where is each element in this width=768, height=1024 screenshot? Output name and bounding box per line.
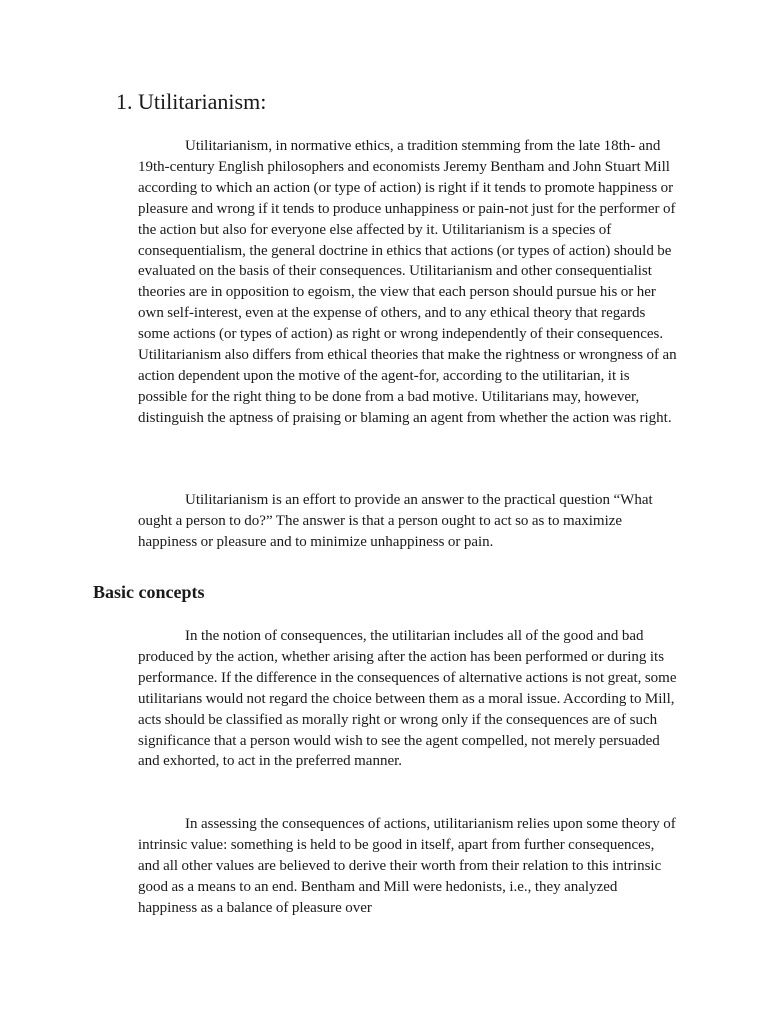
paragraph-definition: Utilitarianism, in normative ethics, a tradition stemming from the late 18th- and 19th-century English philosophers and economists Jeremy Bentham and John Stuart Mill according to which an action (or type of action) is right if it tends to promote happiness or pleasure and wrong if it tends to produce unhappiness or pain-not just for the performer of the action but also for everyone else affected by it. Utilitarianism is a species of consequentialism, the general doctrine in ethics that actions (or types of action) should be evaluated on the basis of their consequences. Utilitarianism and other consequentialist theories are in opposition to egoism, the view that each person should pursue his or her own self-interest, even at the expense of others, and to any ethical theory that regards some actions (or types of action) as right or wrong independently of their consequences. Utilitarianism also differs from ethical theories that make the rightness or wrongness of an action dependent upon the motive of the agent-for, according to the utilitarian, it is possible for the right thing to be done from a bad motive. Utilitarians may, however, distinguish the aptness of praising or blaming an agent from whether the action was right.	[138, 138, 677, 426]
paragraph-question: Utilitarianism is an effort to provide an answer to the practical question “What ought a person to do?” The answer is that a person ought to act so as to maximize happiness or pleasure and to minimize unhappiness or pain.	[138, 492, 653, 550]
subsection-heading: Basic concepts	[93, 582, 205, 602]
paragraph-intrinsic-value: In assessing the consequences of actions, utilitarianism relies upon some theory of intrinsic value: something is held to be good in itself, apart from further consequences, and all other values are believed to derive their worth from their relation to this intrinsic good as a means to an end. Bentham and Mill were hedonists, i.e., they analyzed happiness as a balance of pleasure over	[138, 816, 676, 916]
paragraph-consequences: In the notion of consequences, the utilitarian includes all of the good and bad produced by the action, whether arising after the action has been performed or during its performance. If the difference in the consequences of alternative actions is not great, some utilitarians would not regard the choice between them as a moral issue. According to Mill, acts should be classified as morally right or wrong only if the consequences are of such significance that a person would wish to see the agent compelled, not merely persuaded and exhorted, to act in the preferred manner.	[138, 628, 677, 770]
section-heading: 1. Utilitarianism:	[116, 89, 267, 114]
